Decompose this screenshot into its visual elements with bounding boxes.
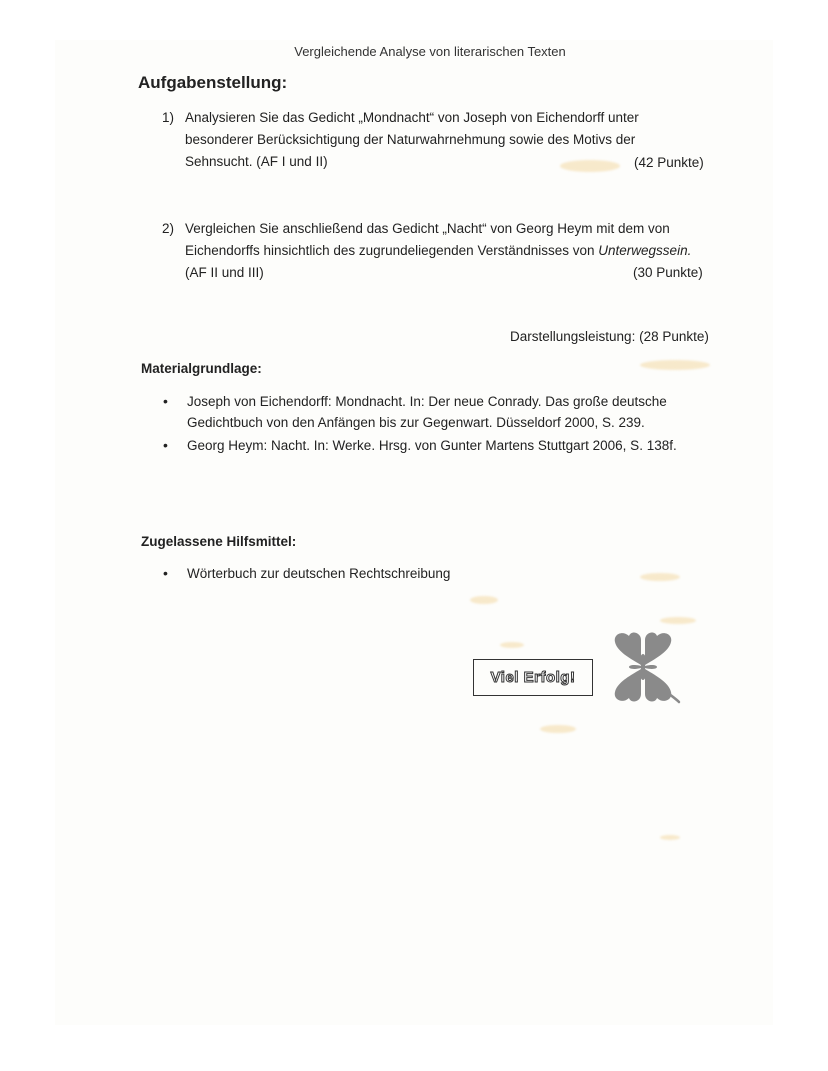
stain (540, 725, 576, 733)
stain (500, 642, 524, 648)
material-text (187, 435, 707, 456)
task-number: 1) (162, 110, 175, 125)
task-line (185, 240, 705, 262)
material-line: Joseph von Eichendorff: Mondnacht. In: Der neue Conrady. Das große deutsche (187, 394, 667, 409)
task-heading: Aufgabenstellung: (138, 73, 288, 92)
bullet-icon: • (163, 437, 168, 453)
material-line: Georg Heym: Nacht. In: Werke. Hrsg. von Gunter Martens Stuttgart 2006, S. 138f. (187, 438, 677, 453)
four-leaf-clover-icon (603, 630, 683, 705)
task-1-points: (42 Punkte) (634, 155, 704, 170)
task-text (185, 218, 705, 284)
paper-sheet (55, 40, 773, 1025)
task-line: Sehnsucht. (AF I und II) (185, 154, 328, 169)
aids-heading: Zugelassene Hilfsmittel: (141, 534, 297, 549)
material-text (187, 391, 707, 433)
stain (660, 617, 696, 624)
material-line: Gedichtbuch von den Anfängen bis zur Gegenwart. Düsseldorf 2000, S. 239. (187, 415, 645, 430)
material-item (163, 391, 723, 435)
task-line-text: Eichendorffs hinsichtlich des zugrundeliegenden Verständnisses von (185, 243, 599, 258)
material-item (163, 435, 723, 457)
aids-item (163, 563, 723, 585)
page-header: Vergleichende Analyse von literarischen Texten (294, 44, 566, 59)
good-luck-stamp: Viel Erfolg! (473, 659, 593, 696)
task-2-points: (30 Punkte) (633, 265, 703, 280)
bullet-icon: • (163, 393, 168, 409)
task-text (185, 107, 705, 173)
bullet-icon: • (163, 565, 168, 581)
task-line: besonderer Berücksichtigung der Naturwahrnehmung sowie des Motivs der (185, 132, 636, 147)
stain (640, 360, 710, 370)
task-number: 2) (162, 221, 175, 236)
presentation-points: Darstellungsleistung: (28 Punkte) (510, 329, 709, 344)
emphasis-term: Unterwegssein. (598, 243, 692, 258)
task-line: (AF II und III) (185, 265, 264, 280)
stain (660, 835, 680, 840)
aids-text: Wörterbuch zur deutschen Rechtschreibung (187, 566, 451, 581)
stain (470, 596, 498, 604)
material-heading: Materialgrundlage: (141, 361, 262, 376)
task-line: Analysieren Sie das Gedicht „Mondnacht“ von Joseph von Eichendorff unter (185, 110, 639, 125)
task-line: Vergleichen Sie anschließend das Gedicht „Nacht“ von Georg Heym mit dem von (185, 221, 670, 236)
